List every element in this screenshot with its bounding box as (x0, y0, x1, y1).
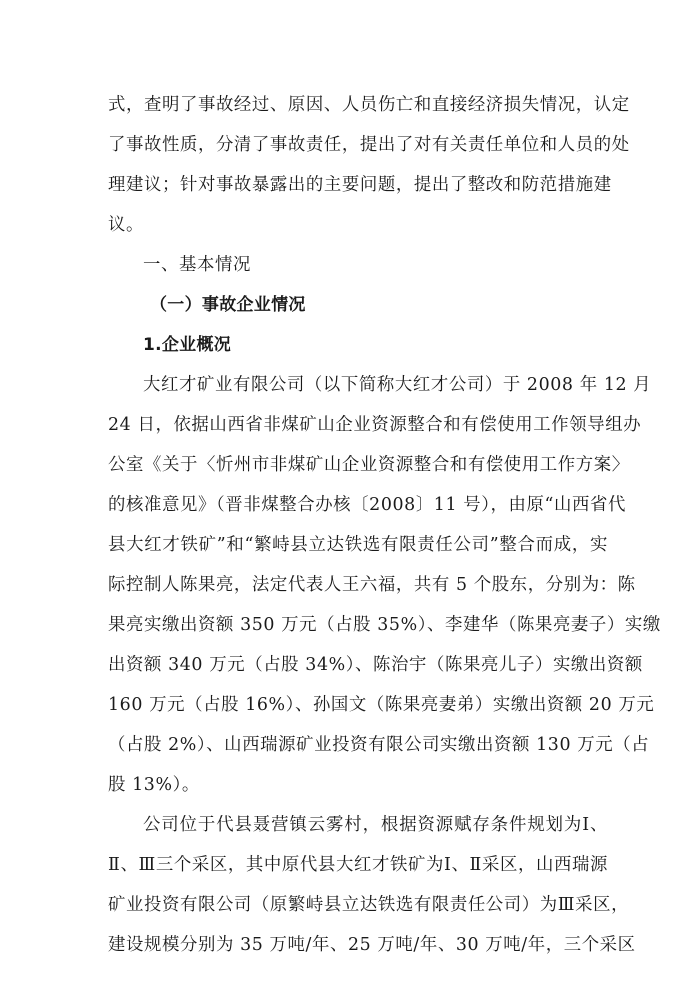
para1-line-6: 际控制人陈果亮，法定代表人王六福，共有 5 个股东，分别为：陈 (108, 575, 636, 595)
para1-line-1: 大红才矿业有限公司（以下简称大红才公司）于 2008 年 12 月 (143, 375, 652, 395)
para2-line-3: 矿业投资有限公司（原繁峙县立达铁选有限责任公司）为Ⅲ采区， (108, 895, 630, 915)
intro-line-3: 理建议；针对事故暴露出的主要问题，提出了整改和防范措施建 (108, 175, 612, 195)
section-heading: 一、基本情况 (143, 255, 251, 275)
para1-line-4: 的核准意见》（晋非煤整合办核〔2008〕11 号），由原“山西省代 (108, 495, 626, 515)
intro-line-4: 议。 (108, 215, 144, 235)
para1-line-3: 公室《关于〈忻州市非煤矿山企业资源整合和有偿使用工作方案〉 (108, 455, 630, 475)
para1-line-5: 县大红才铁矿”和“繁峙县立达铁选有限责任公司”整合而成，实 (108, 535, 608, 555)
para1-line-2: 24 日，依据山西省非煤矿山企业资源整合和有偿使用工作领导组办 (108, 415, 642, 435)
subsection-heading: （一）事故企业情况 (150, 295, 306, 315)
para1-line-7: 果亮实缴出资额 350 万元（占股 35%）、李建华（陈果亮妻子）实缴 (108, 615, 661, 635)
para2-line-1: 公司位于代县聂营镇云雾村，根据资源赋存条件规划为Ⅰ、 (143, 815, 608, 835)
para2-line-4: 建设规模分别为 35 万吨/年、25 万吨/年、30 万吨/年，三个采区 (108, 935, 636, 955)
para1-line-9: 160 万元（占股 16%）、孙国文（陈果亮妻弟）实缴出资额 20 万元 (108, 695, 655, 715)
para1-line-8: 出资额 340 万元（占股 34%）、陈治宇（陈果亮儿子）实缴出资额 (108, 655, 643, 675)
intro-line-1: 式，查明了事故经过、原因、人员伤亡和直接经济损失情况，认定 (108, 95, 630, 115)
para2-line-2: Ⅱ、Ⅲ三个采区，其中原代县大红才铁矿为Ⅰ、Ⅱ采区，山西瑞源 (108, 855, 608, 875)
item-heading: 1.企业概况 (143, 335, 232, 355)
para1-line-10: （占股 2%）、山西瑞源矿业投资有限公司实缴出资额 130 万元（占 (108, 735, 650, 755)
para1-line-11: 股 13%）。 (108, 775, 200, 795)
intro-line-2: 了事故性质，分清了事故责任，提出了对有关责任单位和人员的处 (108, 135, 630, 155)
